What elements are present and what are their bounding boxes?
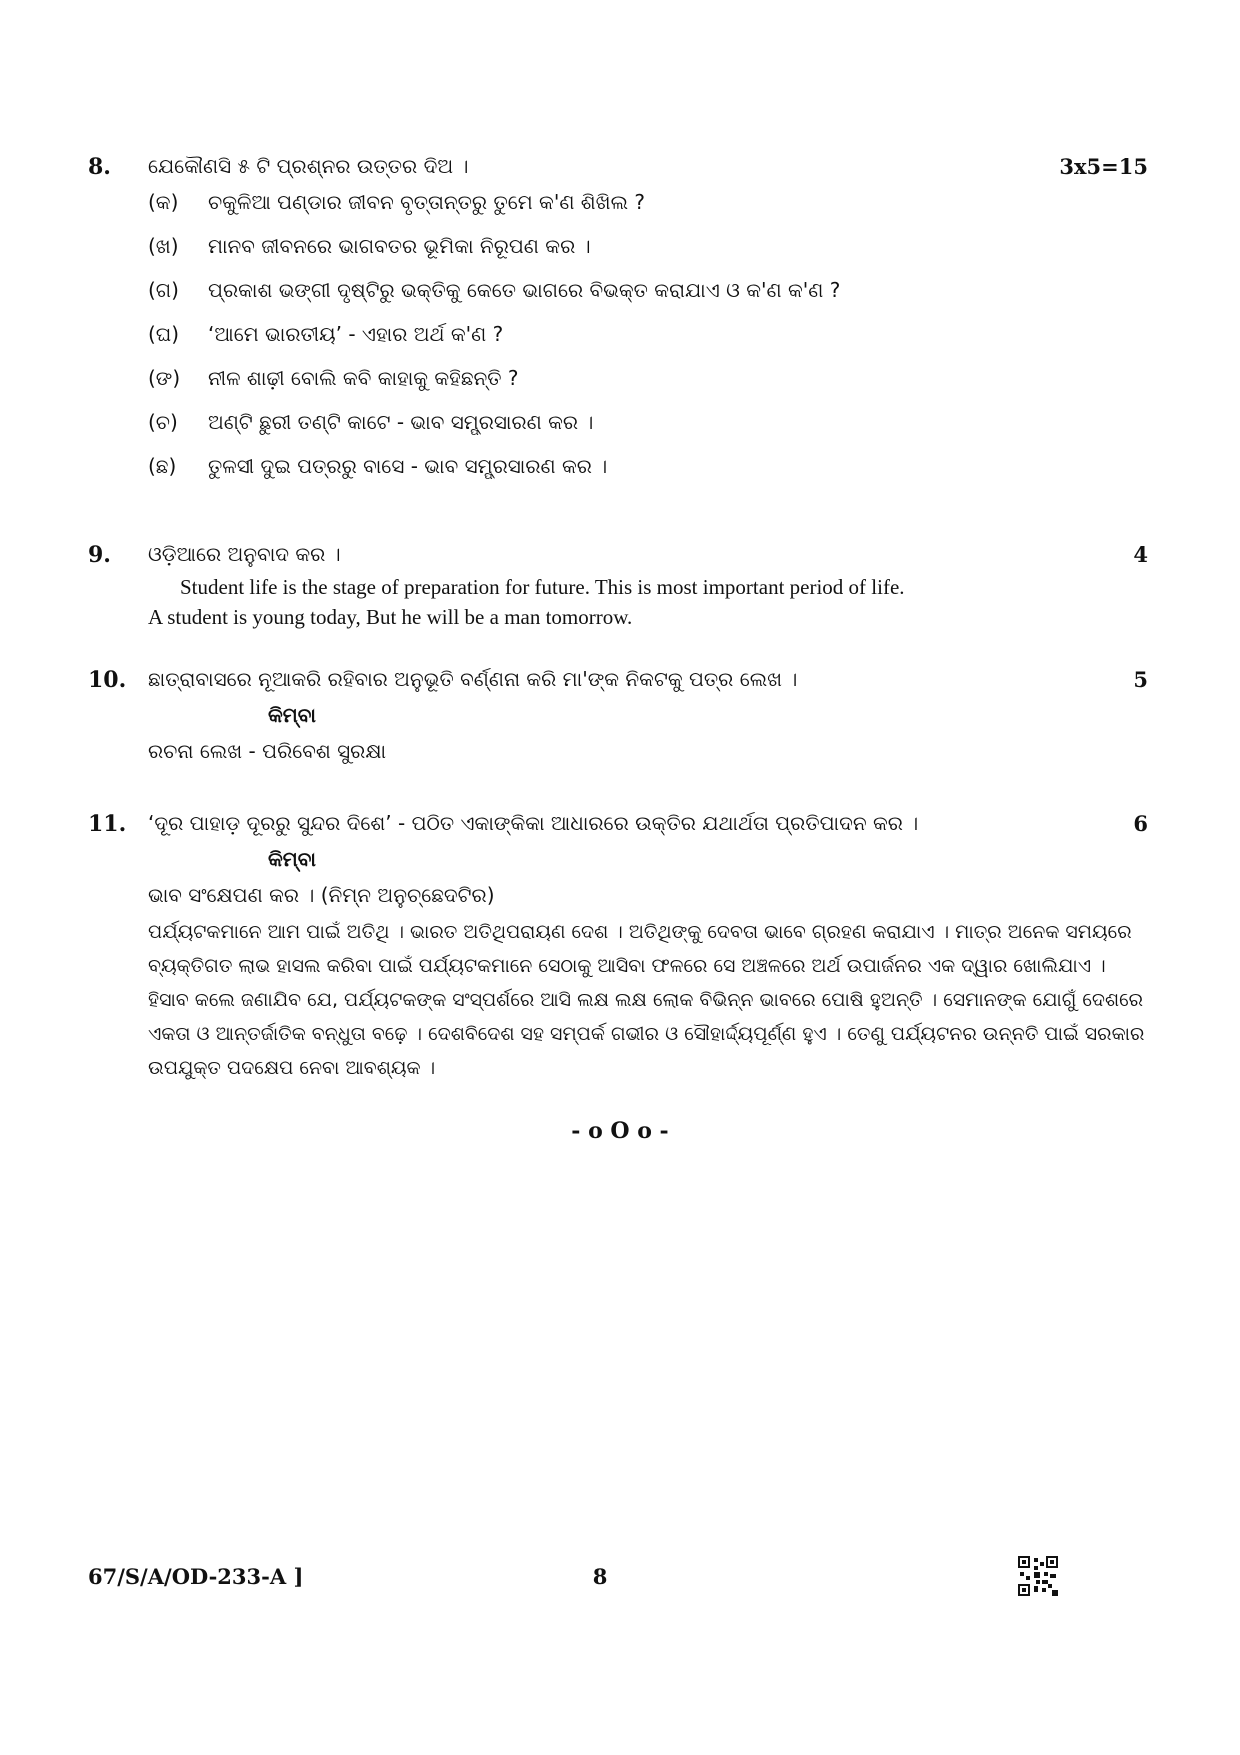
option-label: (କ) [148, 190, 179, 214]
question-number: 8. [88, 154, 111, 180]
option-label: (ଛ) [148, 454, 177, 478]
question-marks: 6 [1133, 811, 1148, 836]
or-label: କିମ୍ବା [268, 703, 316, 727]
question-text: ‘ଦୂର ପାହାଡ଼ ଦୂରରୁ ସୁନ୍ଦର ଦିଶେ’ - ପଠିତ ଏକାଙ୍କିକା ଆଧାରରେ ଉକ୍ତିର ଯଥାର୍ଥତା ପ୍ରତିପାଦନ କର । [148, 811, 919, 835]
question-marks: 4 [1133, 542, 1148, 567]
option-label: (ଘ) [148, 322, 180, 346]
passage-line: Student life is the stage of preparation for future. This is most important period of life. [180, 575, 905, 599]
question-10 [88, 667, 1148, 767]
option-text: ଅଣ୍ଟି ଛୁରୀ ତଣ୍ଟି କାଟେ - ଭାବ ସମ୍ପ୍ରସାରଣ କର । [208, 410, 594, 434]
question-9 [88, 542, 1148, 632]
question-8 [88, 154, 1148, 478]
option-kha [148, 234, 591, 258]
question-text: ଓଡ଼ିଆରେ ଅନୁବାଦ କର । [148, 542, 341, 566]
page-number: 8 [592, 1564, 608, 1589]
end-mark: - o O o - [571, 1118, 669, 1144]
option-text: ତୁଳସୀ ଦୁଇ ପତ୍ରରୁ ବାସେ - ଭାବ ସମ୍ପ୍ରସାରଣ କର । [208, 454, 608, 478]
option-text: ମାନବ ଜୀବନରେ ଭାଗବତର ଭୂମିକା ନିରୂପଣ କର । [208, 234, 591, 258]
option-ka [148, 190, 645, 214]
question-11 [88, 811, 1148, 1091]
option-label: (ଖ) [148, 234, 179, 258]
question-text: ଛାତ୍ରାବାସରେ ନୂଆକରି ରହିବାର ଅନୁଭୂତି ବର୍ଣ୍ଣନା କରି ମା'ଙ୍କ ନିକଟକୁ ପତ୍ର ଲେଖ । [148, 667, 798, 691]
paper-code: 67/S/A/OD-233-A ] [88, 1564, 304, 1589]
option-text: ପ୍ରକାଶ ଭଙ୍ଗୀ ଦୃଷ୍ଟିରୁ ଭକ୍ତିକୁ କେତେ ଭାଗରେ ବିଭକ୍ତ କରାଯାଏ ଓ କ'ଣ କ'ଣ ? [208, 278, 841, 302]
or-label: କିମ୍ବା [268, 847, 316, 871]
option-text: ‘ଆମେ ଭାରତୀୟ’ - ଏହାର ଅର୍ଥ କ'ଣ ? [208, 322, 504, 346]
question-marks: 3x5=15 [1059, 154, 1148, 179]
alternative-heading: ଭାବ ସଂକ୍ଷେପଣ କର । (ନିମ୍ନ ଅନୁଚ୍ଛେଦଟିର) [148, 883, 495, 907]
option-nga [148, 366, 519, 390]
question-number: 9. [88, 542, 111, 568]
option-ca [148, 410, 593, 434]
question-number: 11. [88, 811, 127, 837]
question-number: 10. [88, 667, 127, 693]
passage-line: A student is young today, But he will be a man tomorrow. [148, 605, 633, 629]
option-label: (ଙ) [148, 366, 181, 390]
precis-passage: ପର୍ଯ୍ୟଟକମାନେ ଆମ ପାଇଁ ଅତିଥି । ଭାରତ ଅତିଥିପରାୟଣ ଦେଶ । ଅତିଥିଙ୍କୁ ଦେବତା ଭାବେ ଗ୍ରହଣ କରାଯାଏ । ମାତ୍ର ଅନେକ ସମୟରେ ବ୍ୟକ୍ତିଗତ ଲାଭ ହାସଲ କରିବା ପାଇଁ ପର୍ଯ୍ୟଟକମାନେ ସେଠାକୁ ଆସିବା ଫଳରେ ସେ ଅଞ୍ଚଳରେ ଅର୍ଥ ଉପାର୍ଜନର ଏକ ଦ୍ୱାର ଖୋଲିଯାଏ । ହିସାବ କଲେ ଜଣାଯିବ ଯେ, ପର୍ଯ୍ୟଟକଙ୍କ ସଂସ୍ପର୍ଶରେ ଆସି ଲକ୍ଷ ଲକ୍ଷ ଲୋକ ବିଭିନ୍ନ ଭାବରେ ପୋଷି ହୁଅନ୍ତି । ସେମାନଙ୍କ ଯୋଗୁଁ ଦେଶରେ ଏକତା ଓ ଆନ୍ତର୍ଜାତିକ ବନ୍ଧୁତା ବଢ଼େ । ଦେଶବିଦେଶ ସହ ସମ୍ପର୍କ ଗଭୀର ଓ ସୌହାର୍ଦ୍ଦ୍ୟପୂର୍ଣ୍ଣ ହୁଏ । ତେଣୁ ପର୍ଯ୍ୟଟନର ଉନ୍ନତି ପାଇଁ ସରକାର ଉପଯୁକ୍ତ ପଦକ୍ଷେପ ନେବା ଆବଶ୍ୟକ । [148, 921, 1145, 1079]
option-label: (ଚ) [148, 410, 178, 434]
alternative-question: ରଚନା ଲେଖ - ପରିବେଶ ସୁରକ୍ଷା [148, 739, 387, 763]
option-gha [148, 322, 503, 346]
question-marks: 5 [1133, 667, 1148, 692]
option-label: (ଗ) [148, 278, 179, 302]
option-cha [148, 454, 607, 478]
question-text: ଯେକୌଣସି ୫ ଟି ପ୍ରଶ୍ନର ଉତ୍ତର ଦିଅ । [148, 154, 469, 178]
option-text: ଚକୁଳିଆ ପଣ୍ଡାର ଜୀବନ ବୃତ୍ତାନ୍ତରୁ ତୁମେ କ'ଣ ଶିଖିଲ ? [208, 190, 646, 214]
qr-code-icon [1018, 1556, 1058, 1596]
option-text: ନୀଳ ଶାଢ଼ୀ ବୋଲି କବି କାହାକୁ କହିଛନ୍ତି ? [208, 366, 519, 390]
option-ga [148, 278, 840, 302]
